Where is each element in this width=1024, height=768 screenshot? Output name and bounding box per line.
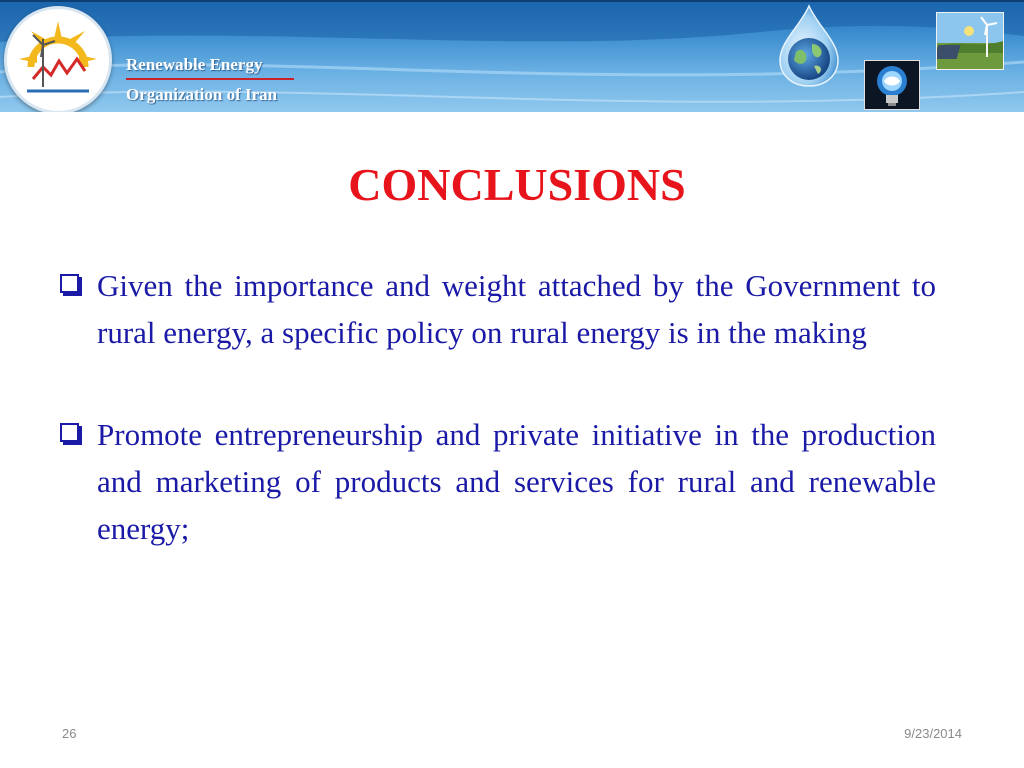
bullet-item: [58, 262, 936, 356]
slide-title: CONCLUSIONS: [348, 159, 686, 210]
bullet-list: [58, 262, 936, 607]
water-drop-globe-icon: [776, 4, 842, 88]
bullet-text: Given the importance and weight attached by the Government to rural energy, a specific policy on rural energy is in the making: [97, 268, 936, 350]
checkbox-bullet-icon: [60, 274, 79, 293]
header-banner: [0, 0, 1024, 112]
org-name-line2: Organization of Iran: [126, 85, 278, 104]
energy-bulb-photo: [864, 60, 920, 110]
wind-turbine-photo: [936, 12, 1004, 70]
bullet-text: Promote entrepreneurship and private initiative in the production and marketing of products and services for rural and renewable energy;: [97, 417, 936, 546]
org-name-divider: [126, 78, 294, 80]
slide-date: 9/23/2014: [904, 726, 962, 741]
bullet-item: [58, 411, 936, 552]
organization-name: [126, 52, 294, 108]
org-name-line1: Renewable Energy: [126, 55, 263, 74]
checkbox-bullet-icon: [60, 423, 79, 442]
organization-logo-icon: [4, 6, 112, 112]
slide-number: 26: [62, 726, 77, 741]
